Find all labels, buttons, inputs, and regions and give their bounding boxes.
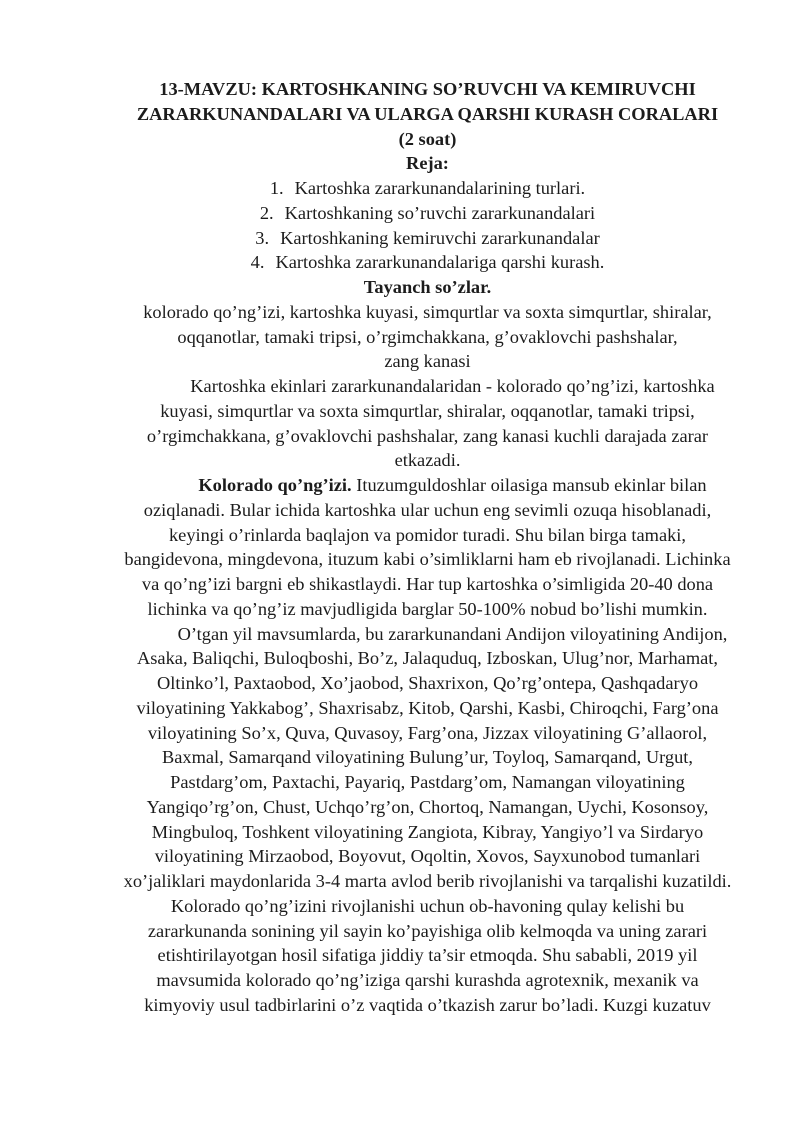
spread-paragraph-line: O’tgan yil mavsumlarda, bu zararkunandani Andijon viloyatining Andijon,	[177, 623, 728, 644]
keywords-line: kolorado qo’ng’izi, kartoshka kuyasi, simqurtlar va soxta simqurtlar, shiralar,	[143, 301, 712, 322]
spread-paragraph-line: Asaka, Baliqchi, Buloqboshi, Bo’z, Jalaquduq, Izboskan, Ulug’nor, Marhamat,	[136, 648, 718, 669]
spread-paragraph-line: Oltinko’l, Paxtaobod, Xo’jaobod, Shaxrixon, Qo’rg’ontepa, Qashqadaryo	[156, 673, 699, 693]
spread-paragraph-line: Baxmal, Samarqand viloyatining Bulung’ur, Toyloq, Samarqand, Urgut,	[161, 747, 694, 768]
colorado-paragraph-line: lichinka va qo’ng’iz mavjudligida barglar 50-100% nobud bo’lishi mumkin.	[147, 598, 708, 619]
plan-item-1-text: Kartoshka zararkunandalarining turlari.	[294, 178, 586, 198]
weather-paragraph-line: mavsumida kolorado qo’ng’iziga qarshi kurashda agrotexnik, mexanik va	[156, 970, 699, 990]
plan-item-3-number: 3.	[255, 227, 270, 248]
weather-paragraph-line: zararkunanda sonining yil sayin ko’payishiga olib kelmoqda va uning zarari	[147, 920, 708, 941]
colorado-lead-rest: Ituzumguldoshlar oilasiga mansub ekinlar bilan	[351, 475, 707, 495]
title-duration: (2 soat)	[398, 128, 457, 149]
spread-paragraph-line: Yangiqo’rg’on, Chust, Uchqo’rg’on, Chortoq, Namangan, Uychi, Kosonsoy,	[146, 796, 709, 817]
spread-paragraph-line: Mingbuloq, Toshkent viloyatining Zangiota, Kibray, Yangiyo’l va Sirdaryo	[151, 821, 704, 842]
colorado-paragraph-line: keyingi o’rinlarda baqlajon va pomidor turadi. Shu bilan birga tamaki,	[168, 524, 687, 545]
plan-item-2-text: Kartoshkaning so’ruvchi zararkunandalari	[284, 202, 596, 223]
keywords-line: zang kanasi	[384, 351, 471, 372]
colorado-lead-term: Kolorado qo’ng’izi.	[198, 475, 352, 495]
spread-paragraph-line: viloyatining Mirzaobod, Boyovut, Oqoltin, Xovos, Sayxunobod tumanlari	[154, 846, 701, 867]
keywords-heading: Tayanch so’zlar.	[363, 277, 492, 297]
plan-item-3-text: Kartoshkaning kemiruvchi zararkunandalar	[280, 227, 600, 248]
intro-paragraph-line: kuyasi, simqurtlar va soxta simqurtlar, shiralar, oqqanotlar, tamaki tripsi,	[160, 400, 695, 421]
plan-item-4-number: 4.	[250, 252, 265, 273]
intro-paragraph-line: etkazadi.	[394, 450, 461, 471]
weather-paragraph-line: Kolorado qo’ng’izini rivojlanishi uchun ob-havoning qulay kelishi bu	[170, 895, 685, 916]
document-title-line-1: 13-MAVZU: KARTOSHKANING SO’RUVCHI VA KEMIRUVCHI	[159, 79, 696, 99]
colorado-paragraph-line	[116, 473, 739, 498]
spread-paragraph-line: Pastdarg’om, Paxtachi, Payariq, Pastdarg’om, Namangan viloyatining	[170, 772, 685, 792]
colorado-paragraph-line: va qo’ng’izi bargni eb shikastlaydi. Har tup kartoshka o’simligida 20-40 dona	[141, 574, 714, 594]
plan-item-1-number: 1.	[269, 178, 284, 198]
intro-paragraph-line: o’rgimchakkana, g’ovaklovchi pashshalar, zang kanasi kuchli darajada zarar	[146, 425, 709, 446]
keywords-line: oqqanotlar, tamaki tripsi, o’rgimchakkana, g’ovaklovchi pashshalar,	[177, 326, 678, 347]
plan-item-4-text: Kartoshka zararkunandalariga qarshi kurash.	[275, 252, 605, 273]
plan-item-4	[116, 250, 739, 275]
plan-item-2-number: 2.	[259, 202, 274, 223]
plan-item-2	[116, 201, 739, 226]
plan-item-3	[116, 226, 739, 251]
document-title-line-2: ZARARKUNANDALARI VA ULARGA QARSHI KURASH CORALARI	[136, 103, 719, 124]
intro-paragraph-line: Kartoshka ekinlari zararkunandalaridan - kolorado qo’ng’izi, kartoshka	[190, 376, 715, 396]
colorado-paragraph-line: oziqlanadi. Bular ichida kartoshka ular uchun eng sevimli ozuqa hisoblanadi,	[143, 499, 712, 520]
spread-paragraph-line: viloyatining Yakkabog’, Shaxrisabz, Kitob, Qarshi, Kasbi, Chiroqchi, Farg’ona	[136, 697, 719, 718]
weather-paragraph-line: etishtirilayotgan hosil sifatiga jiddiy ta’sir etmoqda. Shu sababli, 2019 yil	[157, 945, 698, 966]
spread-paragraph-line: xo’jaliklari maydonlarida 3-4 marta avlod berib rivojlanishi va tarqalishi kuzatildi.	[123, 871, 732, 891]
weather-paragraph-line: kimyoviy usul tadbirlarini o’z vaqtida o’tkazish zarur bo’ladi. Kuzgi kuzatuv	[144, 994, 711, 1015]
plan-item-1	[116, 176, 739, 201]
spread-paragraph-line: viloyatining So’x, Quva, Quvasoy, Farg’ona, Jizzax viloyatining G’allaorol,	[147, 722, 708, 743]
colorado-paragraph-line: bangidevona, mingdevona, ituzum kabi o’simliklarni ham eb rivojlanadi. Lichinka	[124, 549, 731, 570]
plan-heading: Reja:	[406, 153, 449, 174]
